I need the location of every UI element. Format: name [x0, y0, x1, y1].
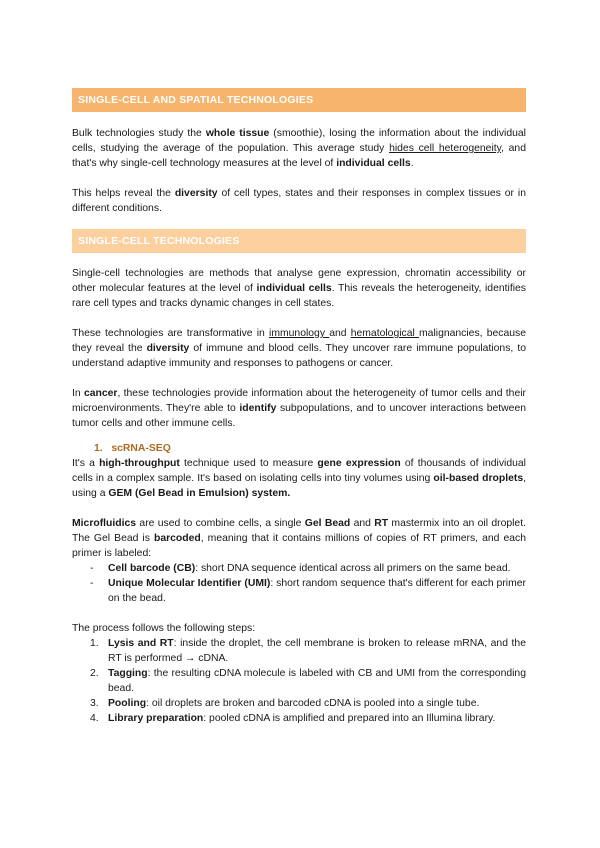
barcode-list	[72, 561, 526, 606]
list-heading-scrna-seq: 1. scRNA-SEQ	[94, 443, 171, 454]
list-item: - Cell barcode (CB): short DNA sequence identical across all primers on the same bead.	[90, 563, 511, 574]
paragraph-diversity: This helps reveal the diversity of cell types, states and their responses in complex tissues or in different conditions.	[72, 188, 527, 214]
paragraph-cancer: In cancer, these technologies provide information about the heterogeneity of tumor cells and their microenvironments. They're able to identify subpopulations, and to uncover interactions between tumor cells and other immune cells.	[72, 388, 527, 429]
paragraph-definition: Single-cell technologies are methods that analyse gene expression, chromatin accessibility or other molecular features at the level of individual cells. This reveals the heterogeneity, identifies rare cell types and tracks dynamic changes in cell states.	[72, 268, 527, 309]
list-item: 3. Pooling: oil droplets are broken and barcoded cDNA is pooled into a single tube.	[90, 698, 480, 709]
list-item: 4. Library preparation: pooled cDNA is amplified and prepared into an Illumina library.	[90, 713, 496, 724]
paragraph-bulk: Bulk technologies study the whole tissue (smoothie), losing the information about the individual cells, studying the average of the population. This average study hides cell heterogeneity, and that's why single-cell technology measures at the level of individual cells.	[72, 128, 526, 169]
section-header-spatial: SINGLE-CELL AND SPATIAL TECHNOLOGIES	[72, 88, 526, 112]
paragraph-microfluidics: Microfluidics are used to combine cells, a single Gel Bead and RT mastermix into an oil droplet. The Gel Bead is barcoded, meaning that it contains millions of copies of RT primers, and each primer is labeled:	[72, 518, 526, 559]
list-item: 2. Tagging: the resulting cDNA molecule is labeled with CB and UMI from the corresponding bead.	[90, 668, 526, 694]
section-header-single-cell: SINGLE-CELL TECHNOLOGIES	[72, 229, 526, 253]
list-item: - Unique Molecular Identifier (UMI): short random sequence that's different for each primer on the bead.	[90, 578, 527, 604]
paragraph-immunology: These technologies are transformative in immunology and hematological malignancies, because they reveal the diversity of immune and blood cells. They uncover rare immune populations, to understand adaptive immunity and responses to pathogens or cancer.	[72, 328, 527, 369]
paragraph-steps-intro: The process follows the following steps:	[72, 623, 256, 634]
steps-list	[72, 636, 526, 726]
list-item: 1. Lysis and RT: inside the droplet, the cell membrane is broken to release mRNA, and the RT is performed → cDNA.	[90, 638, 526, 664]
paragraph-scrna-intro: It's a high-throughput technique used to measure gene expression of thousands of individual cells in a complex sample. It's based on isolating cells into tiny volumes using oil-based droplets, using a GEM (Gel Bead in Emulsion) system.	[72, 458, 526, 499]
document-page	[72, 88, 526, 726]
